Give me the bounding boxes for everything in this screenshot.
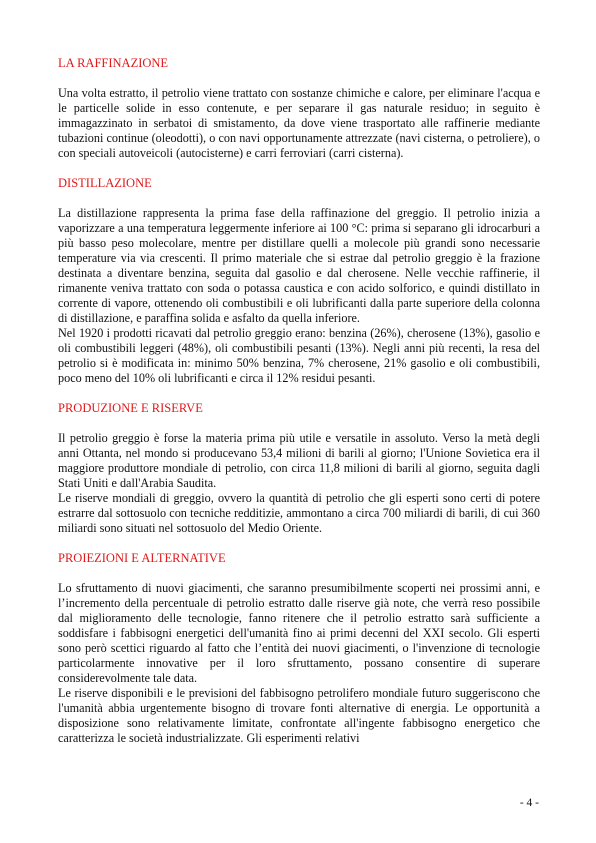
paragraph-produzione-1: Il petrolio greggio è forse la materia prima più utile e versatile in assoluto. Verso la metà degli anni Ottanta, nel mondo si producevano 53,4 milioni di barili al giorno; l'Unione Sovietica era il maggiore produttore mondiale di petrolio, con circa 11,8 milioni di barili al giorno, seguita dagli Stati Uniti e dall'Arabia Saudita.	[58, 431, 540, 490]
paragraph-raffinazione-1: Una volta estratto, il petrolio viene trattato con sostanze chimiche e calore, per eliminare l'acqua e le particelle solide in esso contenute, e per separare il gas naturale residuo; in seguito è immagazzinato in serbatoi di smistamento, da dove viene trasportato alle raffinerie mediante tubazioni continue (oleodotti), o con navi opportunamente attrezzate (navi cisterna, o petroliere), o con speciali autoveicoli (autocisterne) e carri ferroviari (carri cisterna).	[58, 86, 540, 160]
paragraph-distillazione-1: La distillazione rappresenta la prima fase della raffinazione del greggio. Il petrolio inizia a vaporizzare a una temperatura leggermente inferiore ai 100 °C: prima si separano gli idrocarburi a più basso peso molecolare, mentre per distillare quelli a molecole più grandi sono necessarie temperature via via crescenti. Il primo materiale che si estrae dal petrolio greggio è la frazione destinata a diventare benzina, seguita dal gasolio e dal cherosene. Nelle vecchie raffinerie, il rimanente veniva trattato con soda o potassa caustica e con acido solforico, e quindi distillato in corrente di vapore, ottenendo oli combustibili e oli lubrificanti dalla parte superiore della colonna di distillazione, e paraffina solida e asfalto da quella inferiore.	[58, 206, 540, 325]
paragraph-produzione-2: Le riserve mondiali di greggio, ovvero la quantità di petrolio che gli esperti sono certi di potere estrarre dal sottosuolo con tecniche redditizie, ammontano a circa 700 miliardi di barili, di cui 360 miliardi sono situati nel sottosuolo del Medio Oriente.	[58, 491, 540, 535]
paragraph-distillazione-2: Nel 1920 i prodotti ricavati dal petrolio greggio erano: benzina (26%), cherosene (13%), gasolio e oli combustibili leggeri (48%), oli combustibili pesanti (13%). Negli anni più recenti, la resa del petrolio si è modificata in: minimo 50% benzina, 7% cherosene, 21% gasolio e oli combustibili, poco meno del 10% oli lubrificanti e circa il 12% residui pesanti.	[58, 326, 540, 385]
section-title-proiezioni: PROIEZIONI E ALTERNATIVE	[58, 551, 226, 565]
paragraph-proiezioni-1: Lo sfruttamento di nuovi giacimenti, che saranno presumibilmente scoperti nei prossimi anni, e l’incremento della percentuale di petrolio estratto dalle riserve già note, che verrà reso possibile dal miglioramento delle tecnologie, fanno ritenere che il petrolio estratto sarà sufficiente a soddisfare i fabbisogni energetici dell'umanità fino ai primi decenni del XXI secolo. Gli esperti sono però scettici riguardo al fatto che l’entità dei nuovi giacimenti, o l'invenzione di tecnologie particolarmente innovative per il loro sfruttamento, possano consentire di superare considerevolmente tale data.	[58, 581, 540, 685]
document-page	[58, 56, 540, 746]
section-title-produzione: PRODUZIONE E RISERVE	[58, 401, 203, 415]
paragraph-proiezioni-2: Le riserve disponibili e le previsioni del fabbisogno petrolifero mondiale futuro suggeriscono che l'umanità abbia urgentemente bisogno di trovare fonti alternative di energia. Le opportunità a disposizione sono relativamente limitate, confrontate all'ingente fabbisogno energetico che caratterizza le società industrializzate. Gli esperimenti relativi	[58, 686, 540, 745]
section-title-distillazione: DISTILLAZIONE	[58, 176, 152, 190]
page-number: - 4 -	[519, 797, 539, 809]
section-title-raffinazione: LA RAFFINAZIONE	[58, 56, 169, 70]
